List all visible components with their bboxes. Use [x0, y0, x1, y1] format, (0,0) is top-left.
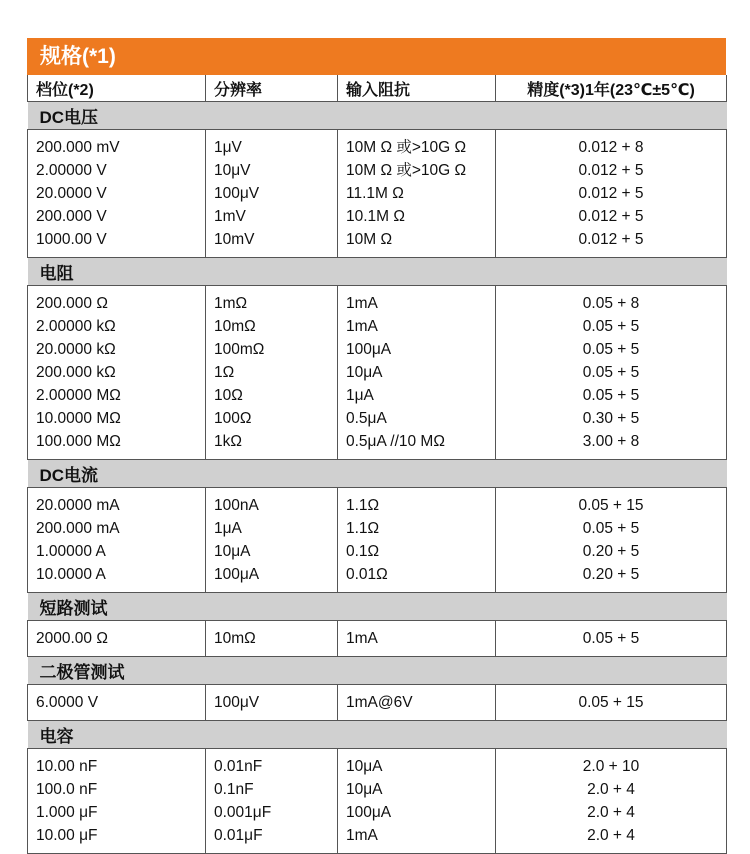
cell-accuracy: 0.012 + 5	[496, 159, 727, 182]
cell-input-impedance: 1mA@6V	[338, 685, 496, 721]
cell-resolution: 1μA	[206, 517, 338, 540]
cell-range: 2.00000 V	[28, 159, 206, 182]
cell-accuracy: 0.05 + 5	[496, 361, 727, 384]
cell-accuracy: 0.05 + 5	[496, 621, 727, 657]
cell-range: 200.000 V	[28, 205, 206, 228]
cell-input-impedance: 1mA	[338, 286, 496, 316]
section-title: 短路测试	[28, 593, 727, 621]
cell-range: 2000.00 Ω	[28, 621, 206, 657]
cell-accuracy: 0.20 + 5	[496, 540, 727, 563]
table-row	[28, 488, 727, 518]
cell-input-impedance: 1mA	[338, 621, 496, 657]
cell-resolution: 100Ω	[206, 407, 338, 430]
cell-input-impedance: 1.1Ω	[338, 517, 496, 540]
cell-input-impedance: 1.1Ω	[338, 488, 496, 518]
section-title: DC电流	[28, 460, 727, 488]
cell-range: 20.0000 V	[28, 182, 206, 205]
table-row	[28, 801, 727, 824]
cell-input-impedance: 10μA	[338, 749, 496, 779]
cell-range: 200.000 mA	[28, 517, 206, 540]
cell-resolution: 10mV	[206, 228, 338, 258]
cell-input-impedance: 10μA	[338, 778, 496, 801]
cell-accuracy: 0.05 + 8	[496, 286, 727, 316]
cell-input-impedance: 10μA	[338, 361, 496, 384]
cell-resolution: 10μV	[206, 159, 338, 182]
cell-range: 200.000 mV	[28, 130, 206, 160]
header-accuracy: 精度(*3)1年(23℃±5℃)	[496, 75, 727, 102]
table-row	[28, 315, 727, 338]
table-row	[28, 517, 727, 540]
cell-input-impedance: 1μA	[338, 384, 496, 407]
cell-resolution: 1mΩ	[206, 286, 338, 316]
cell-resolution: 100mΩ	[206, 338, 338, 361]
header-input-impedance: 输入阻抗	[338, 75, 496, 102]
cell-input-impedance: 0.5μA	[338, 407, 496, 430]
cell-accuracy: 0.012 + 5	[496, 205, 727, 228]
cell-resolution: 1μV	[206, 130, 338, 160]
cell-input-impedance: 1mA	[338, 315, 496, 338]
cell-range: 100.000 MΩ	[28, 430, 206, 460]
header-row	[28, 75, 727, 102]
cell-range: 1000.00 V	[28, 228, 206, 258]
cell-range: 1.000 μF	[28, 801, 206, 824]
cell-resolution: 100μA	[206, 563, 338, 593]
table-row	[28, 286, 727, 316]
cell-accuracy: 0.05 + 15	[496, 685, 727, 721]
cell-accuracy: 0.05 + 5	[496, 338, 727, 361]
cell-accuracy: 0.20 + 5	[496, 563, 727, 593]
section-header	[28, 102, 727, 130]
cell-input-impedance: 0.1Ω	[338, 540, 496, 563]
cell-accuracy: 0.012 + 5	[496, 228, 727, 258]
cell-range: 1.00000 A	[28, 540, 206, 563]
cell-input-impedance: 10M Ω 或>10G Ω	[338, 159, 496, 182]
cell-accuracy: 0.05 + 5	[496, 315, 727, 338]
cell-range: 200.000 Ω	[28, 286, 206, 316]
cell-resolution: 100μV	[206, 685, 338, 721]
cell-resolution: 0.1nF	[206, 778, 338, 801]
cell-accuracy: 2.0 + 4	[496, 824, 727, 854]
cell-range: 100.0 nF	[28, 778, 206, 801]
table-row	[28, 159, 727, 182]
cell-input-impedance: 10M Ω	[338, 228, 496, 258]
table-row	[28, 621, 727, 657]
cell-accuracy: 0.012 + 5	[496, 182, 727, 205]
cell-resolution: 10mΩ	[206, 315, 338, 338]
cell-input-impedance: 10M Ω 或>10G Ω	[338, 130, 496, 160]
table-row	[28, 430, 727, 460]
header-resolution: 分辨率	[206, 75, 338, 102]
cell-accuracy: 2.0 + 10	[496, 749, 727, 779]
section-header	[28, 460, 727, 488]
cell-accuracy: 0.012 + 8	[496, 130, 727, 160]
table-row	[28, 749, 727, 779]
cell-range: 6.0000 V	[28, 685, 206, 721]
table-row	[28, 824, 727, 854]
cell-resolution: 100nA	[206, 488, 338, 518]
table-row	[28, 338, 727, 361]
table-row	[28, 228, 727, 258]
table-row	[28, 182, 727, 205]
table-row	[28, 361, 727, 384]
cell-range: 10.0000 MΩ	[28, 407, 206, 430]
table-row	[28, 778, 727, 801]
section-header	[28, 258, 727, 286]
cell-resolution: 1mV	[206, 205, 338, 228]
cell-range: 20.0000 kΩ	[28, 338, 206, 361]
cell-range: 200.000 kΩ	[28, 361, 206, 384]
spec-table	[27, 75, 727, 854]
cell-resolution: 1Ω	[206, 361, 338, 384]
table-row	[28, 205, 727, 228]
header-range: 档位(*2)	[28, 75, 206, 102]
table-row	[28, 563, 727, 593]
cell-accuracy: 0.05 + 5	[496, 517, 727, 540]
section-title: 电容	[28, 721, 727, 749]
section-title: 二极管测试	[28, 657, 727, 685]
cell-input-impedance: 100μA	[338, 801, 496, 824]
cell-input-impedance: 1mA	[338, 824, 496, 854]
cell-resolution: 0.01nF	[206, 749, 338, 779]
spec-panel	[27, 38, 726, 854]
cell-accuracy: 2.0 + 4	[496, 801, 727, 824]
cell-accuracy: 0.05 + 5	[496, 384, 727, 407]
table-row	[28, 384, 727, 407]
section-header	[28, 657, 727, 685]
cell-resolution: 10mΩ	[206, 621, 338, 657]
cell-range: 20.0000 mA	[28, 488, 206, 518]
cell-resolution: 0.01μF	[206, 824, 338, 854]
table-row	[28, 130, 727, 160]
section-title: DC电压	[28, 102, 727, 130]
cell-accuracy: 0.30 + 5	[496, 407, 727, 430]
cell-accuracy: 3.00 + 8	[496, 430, 727, 460]
cell-range: 10.00 μF	[28, 824, 206, 854]
cell-resolution: 10Ω	[206, 384, 338, 407]
cell-resolution: 100μV	[206, 182, 338, 205]
cell-input-impedance: 0.01Ω	[338, 563, 496, 593]
cell-resolution: 10μA	[206, 540, 338, 563]
cell-range: 10.00 nF	[28, 749, 206, 779]
cell-range: 2.00000 MΩ	[28, 384, 206, 407]
table-row	[28, 685, 727, 721]
cell-resolution: 1kΩ	[206, 430, 338, 460]
cell-accuracy: 2.0 + 4	[496, 778, 727, 801]
cell-input-impedance: 11.1M Ω	[338, 182, 496, 205]
cell-input-impedance: 0.5μA //10 MΩ	[338, 430, 496, 460]
table-row	[28, 407, 727, 430]
table-row	[28, 540, 727, 563]
section-header	[28, 593, 727, 621]
cell-resolution: 0.001μF	[206, 801, 338, 824]
cell-input-impedance: 100μA	[338, 338, 496, 361]
cell-input-impedance: 10.1M Ω	[338, 205, 496, 228]
spec-title: 规格(*1)	[27, 38, 726, 75]
cell-accuracy: 0.05 + 15	[496, 488, 727, 518]
section-title: 电阻	[28, 258, 727, 286]
cell-range: 2.00000 kΩ	[28, 315, 206, 338]
cell-range: 10.0000 A	[28, 563, 206, 593]
section-header	[28, 721, 727, 749]
